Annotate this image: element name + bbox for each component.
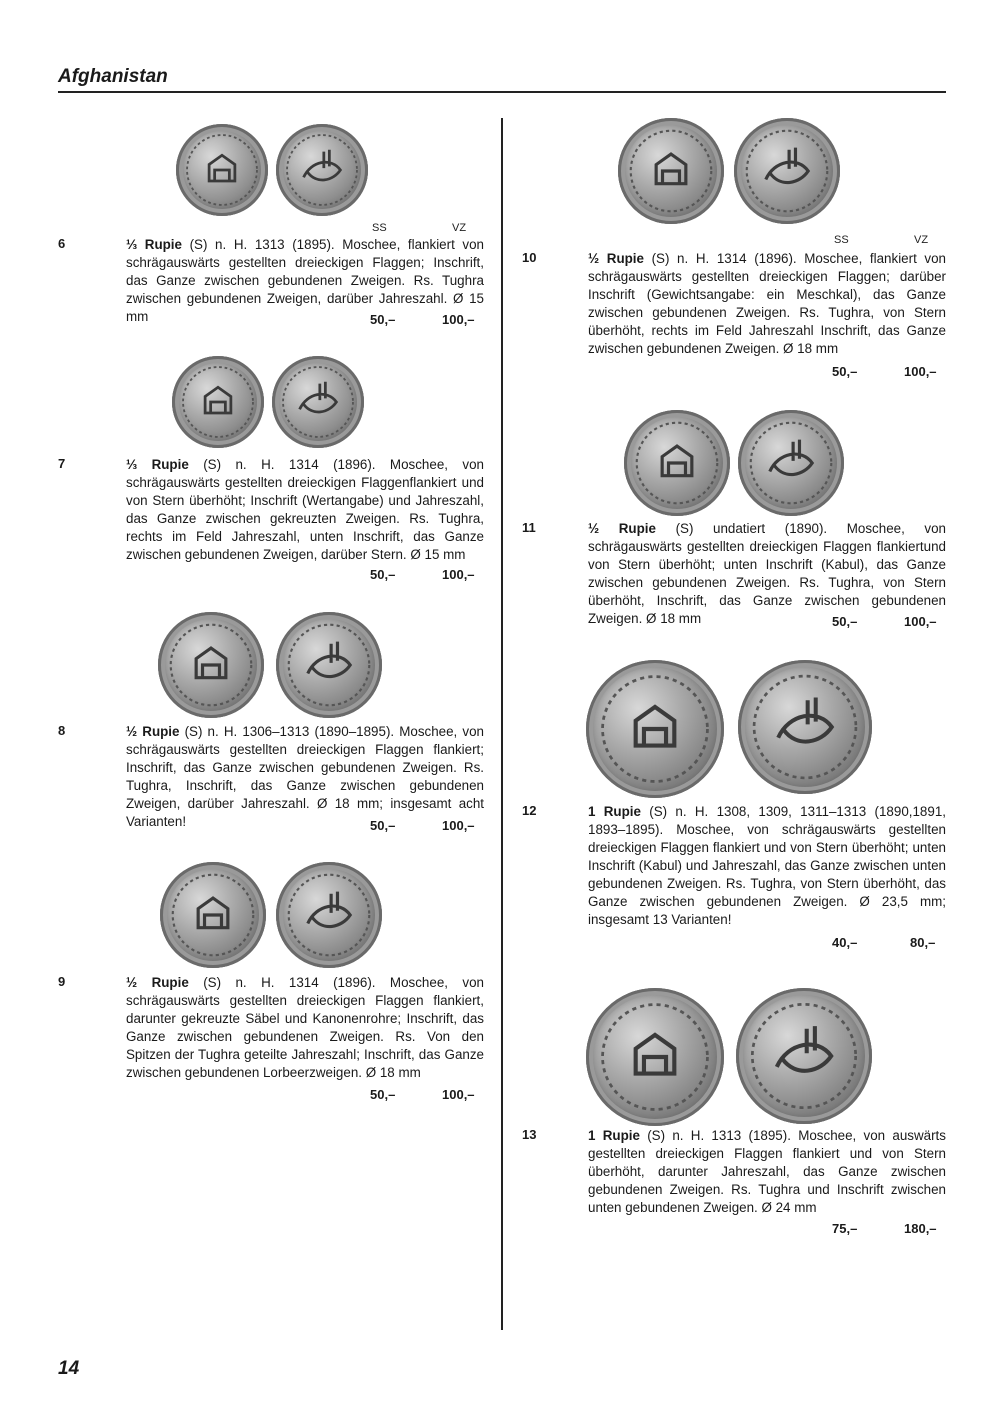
price-ss: 50,– [832, 364, 858, 379]
coin-obverse-image [586, 988, 724, 1126]
price-vz: 100,– [442, 1087, 475, 1102]
lot-denomination: ½ Rupie [588, 521, 656, 536]
lot-denomination: ⅓ Rupie [126, 237, 182, 252]
price-vz: 100,– [904, 364, 937, 379]
lot-description [126, 723, 484, 831]
lot-denomination: 1 Rupie [588, 1128, 640, 1143]
coin-reverse-image [272, 356, 364, 448]
grade-vz-label: VZ [914, 234, 929, 246]
coin-reverse-image [734, 118, 840, 224]
price-vz: 180,– [904, 1221, 937, 1236]
lot-description [588, 1127, 946, 1217]
coin-obverse-image [172, 356, 264, 448]
price-ss: 50,– [832, 614, 858, 629]
lot-description [126, 974, 484, 1082]
lot-description [588, 250, 946, 358]
lot-details: (S) n. H. 1313 (1895). Moschee, flankiert von schrägauswärts gestellten dreieckigen Flaggen; Inschrift, das Ganze zwischen gebundenen Zweigen. Rs. Tughra zwischen gebundenen Zweigen, darüber Jahreszahl. Ø 15 mm [126, 237, 484, 324]
lot-details: (S) n. H. 1314 (1896). Moschee, flankiert von schrägauswärts gestellten dreieckigen Flaggen; darüber Inschrift (Gewichtsangabe: ein Meschkal), das Ganze zwischen gebundenen Zweigen. Rs. Tughra, von Stern überhöht, rechts im Feld Jahreszahl Inschrift, das Ganze zwischen gebundenen Zweigen. Ø 18 mm [588, 251, 946, 356]
coin-obverse-image [160, 862, 266, 968]
lot-number: 12 [522, 803, 537, 818]
coin-obverse-image [158, 612, 264, 718]
grade-vz-label: VZ [452, 222, 467, 234]
column-divider [501, 118, 503, 1330]
lot-number: 13 [522, 1127, 537, 1142]
price-vz: 100,– [442, 567, 475, 582]
price-ss: 75,– [832, 1221, 858, 1236]
price-vz: 100,– [442, 818, 475, 833]
grade-ss-label: SS [834, 234, 849, 246]
lot-denomination: 1 Rupie [588, 804, 641, 819]
lot-description [126, 456, 484, 564]
coin-images-lot-13 [586, 988, 872, 1126]
price-ss: 50,– [370, 818, 396, 833]
lot-number: 8 [58, 723, 66, 738]
coin-images-lot-8 [158, 612, 382, 718]
price-vz: 100,– [442, 312, 475, 327]
coin-obverse-image [586, 660, 724, 798]
lot-details: (S) n. H. 1306–1313 (1890–1895). Moschee, von schrägauswärts gestellten dreieckigen Flaggen flankiert; Inschrift, das Ganze zwischen gebundenen Zweigen. Rs. Tughra, Inschrift, das Ganze zwischen gebundenen Zweigen, darüber Jahreszahl. Ø 18 mm; insgesamt acht Varianten! [126, 724, 484, 829]
price-vz: 80,– [910, 935, 936, 950]
lot-details: (S) n. H. 1314 (1896). Moschee, von schrägauswärts gestellten dreieckigen Flaggenflankiert und von Stern überhöht; Inschrift (Wertangabe) und Jahreszahl, das Ganze zwischen gekreuzten Zweigen. Rs. Tughra, rechts im Feld Jahreszahl, unten Inschrift, das Ganze zwischen gebundenen Zweigen, darüber Stern. Ø 15 mm [126, 457, 484, 562]
coin-obverse-image [618, 118, 724, 224]
lot-description [126, 236, 484, 326]
lot-details: (S) n. H. 1308, 1309, 1311–1313 (1890,1891, 1893–1895). Moschee, von schrägauswärts gestellten dreieckigen Flaggen flankiert und von Stern überhöht; unten Inschrift (Kabul) und Jahreszahl, das Ganze zwischen unten gebundenen Zweigen. Rs. Tughra, von Stern überhöht, das Ganze zwischen gebundenen Zweigen. Ø 23,5 mm; insgesamt 13 Varianten! [588, 804, 946, 927]
lot-number: 9 [58, 974, 66, 989]
lot-denomination: ½ Rupie [126, 724, 180, 739]
coin-images-lot-10 [618, 118, 840, 224]
lot-number: 7 [58, 456, 66, 471]
coin-reverse-image [276, 862, 382, 968]
lot-number: 11 [522, 520, 536, 535]
coin-images-lot-7 [172, 356, 364, 448]
coin-images-lot-12 [586, 660, 872, 798]
lot-details: (S) n. H. 1313 (1895). Moschee, von auswärts gestellten dreieckigen Flaggen flankiert und von Stern überhöht, darunter Jahreszahl, das Ganze zwischen gebundenen Zweigen. Rs. Tughra und Inschrift zwischen unten gebundenen Zweigen. Ø 24 mm [588, 1128, 946, 1215]
price-ss: 40,– [832, 935, 858, 950]
coin-images-lot-11 [624, 410, 844, 516]
coin-reverse-image [276, 612, 382, 718]
lot-description [588, 520, 946, 628]
lot-denomination: ⅓ Rupie [126, 457, 189, 472]
coin-reverse-image [738, 410, 844, 516]
lot-details: (S) n. H. 1314 (1896). Moschee, von schrägauswärts gestellten dreieckigen Flaggen flankiert, darunter gekreuzte Säbel und Kanonenrohre; Inschrift, das Ganze zwischen gebundenen Zweigen. Rs. Von den Spitzen der Tughra geteilte Jahreszahl; Inschrift, das Ganze zwischen gebundenen Lorbeerzweigen. Ø 18 mm [126, 975, 484, 1080]
price-ss: 50,– [370, 312, 396, 327]
page-header-title: Afghanistan [58, 66, 168, 87]
lot-denomination: ½ Rupie [588, 251, 644, 266]
page-number: 14 [58, 1358, 80, 1379]
coin-reverse-image [738, 660, 872, 794]
header-rule [58, 91, 946, 93]
lot-description [588, 803, 946, 929]
price-ss: 50,– [370, 1087, 396, 1102]
grade-ss-label: SS [372, 222, 387, 234]
lot-number: 10 [522, 250, 537, 265]
coin-reverse-image [276, 124, 368, 216]
price-ss: 50,– [370, 567, 396, 582]
lot-number: 6 [58, 236, 66, 251]
coin-images-lot-6 [176, 124, 368, 216]
lot-denomination: ½ Rupie [126, 975, 189, 990]
lot-details: (S) undatiert (1890). Moschee, von schrägauswärts gestellten dreieckigen Flaggen flankiertund von Stern überhöht; unten Inschrift (Kabul), das Ganze zwischen gebundenen Zweigen. Rs. Tughra, von Stern überhöht, Inschrift, das Ganze zwischen gebundenen Zweigen. Ø 18 mm [588, 521, 946, 626]
coin-images-lot-9 [160, 862, 382, 968]
coin-obverse-image [176, 124, 268, 216]
coin-reverse-image [736, 988, 872, 1124]
price-vz: 100,– [904, 614, 937, 629]
coin-obverse-image [624, 410, 730, 516]
